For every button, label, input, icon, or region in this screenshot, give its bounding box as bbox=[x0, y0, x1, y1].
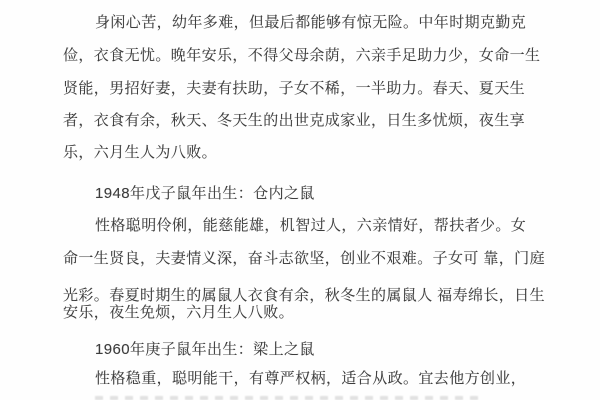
section-1948-line-1: 性格聪明伶俐，能慈能雄，机智过人，六亲情好，帮扶者少。女 bbox=[95, 217, 527, 234]
cutoff-text-line bbox=[95, 396, 485, 400]
intro-paragraph-line-4: 者，衣食有余，秋天、冬天生的出世克成家业，日生多忧烦，夜生享 bbox=[63, 112, 526, 129]
intro-paragraph-line-1: 身闲心苦，幼年多难，但最后都能够有惊无险。中年时期克勤克 bbox=[95, 14, 527, 31]
section-heading-1948: 1948年戊子鼠年出生：仓内之鼠 bbox=[95, 185, 315, 202]
intro-paragraph-line-3: 贤能，男招好妻，夫妻有扶助，子女不稀，一半助力。春天、夏天生 bbox=[63, 80, 526, 97]
section-heading-1960: 1960年庚子鼠年出生：梁上之鼠 bbox=[95, 341, 315, 358]
section-1960-line-1: 性格稳重，聪明能干，有尊严权柄，适合从政。宜去他方创业， bbox=[95, 370, 527, 387]
intro-paragraph-line-2: 俭，衣食无忧。晚年安乐，不得父母余荫，六亲手足助力少，女命一生 bbox=[63, 47, 541, 64]
intro-paragraph-line-5: 乐，六月生人为八败。 bbox=[63, 144, 218, 161]
section-1948-line-3: 光彩。春夏时期生的属鼠人衣食有余，秋冬生的属鼠人 福寿绵长，日生 bbox=[63, 287, 545, 304]
section-1948-line-4: 安乐，夜生免烦，六月生人八败。 bbox=[63, 304, 295, 321]
section-1948-line-2: 命一生贤良，夫妻情义深，奋斗志欲坚，创业不艰难。子女可 靠，门庭 bbox=[63, 250, 545, 267]
